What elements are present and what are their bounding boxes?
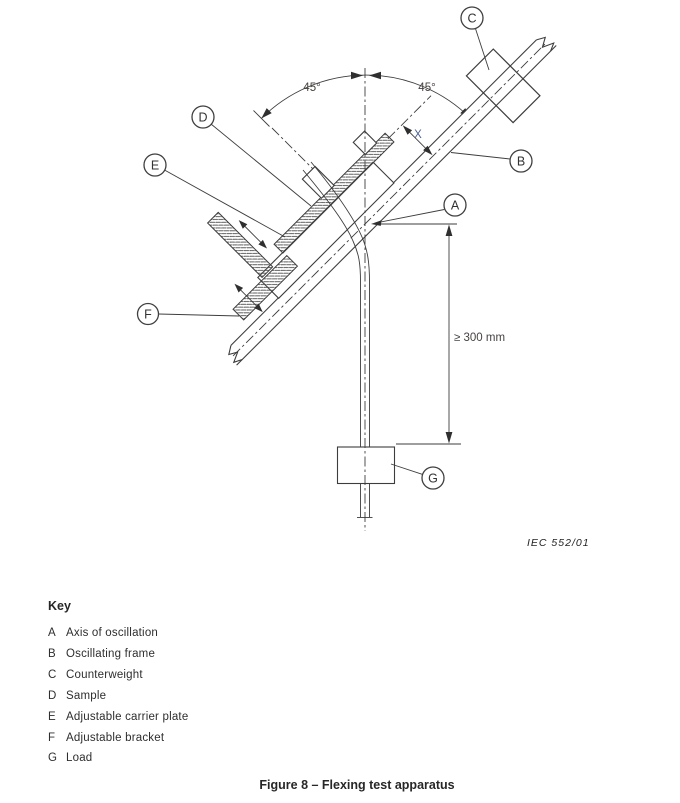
key-title: Key [48, 599, 71, 613]
key-label: Counterweight [66, 669, 143, 681]
key-label: Adjustable carrier plate [66, 711, 189, 723]
key-label: Axis of oscillation [66, 627, 159, 639]
angle-left-label: 45° [303, 82, 321, 94]
key-item-b [48, 648, 155, 663]
callout-c [461, 7, 489, 70]
key-label: Sample [66, 690, 107, 702]
svg-text:B: B [516, 154, 526, 169]
key-letter: C [48, 669, 57, 681]
key-item-a [48, 627, 158, 642]
load-box [338, 447, 395, 484]
key-letter: D [48, 690, 57, 702]
length-dimension [374, 224, 505, 444]
key-letter: F [48, 732, 56, 744]
svg-text:A: A [450, 198, 460, 213]
svg-text:G: G [428, 471, 438, 486]
angle-right-label: 45° [418, 82, 436, 94]
key-item-g [48, 752, 92, 767]
iec-credit: IEC 552/01 [527, 537, 590, 549]
svg-text:D: D [198, 110, 208, 125]
key-letter: A [48, 627, 56, 639]
callout-f [138, 304, 240, 325]
callout-g [391, 464, 444, 489]
key-item-c [48, 669, 143, 684]
svg-text:E: E [150, 158, 160, 173]
length-dimension-label: ≥ 300 mm [454, 332, 506, 344]
callout-b [451, 150, 532, 172]
figure-caption: Figure 8 – Flexing test apparatus [259, 778, 455, 792]
x-offset-label: X [414, 129, 422, 141]
key-label: Adjustable bracket [66, 732, 165, 744]
key-item-e [48, 711, 188, 726]
key-item-d [48, 690, 106, 705]
key-item-f [48, 732, 164, 747]
callout-d [192, 106, 311, 206]
svg-text:C: C [467, 11, 477, 26]
key-letter: B [48, 648, 56, 660]
key-label: Load [66, 752, 93, 764]
key-letter: G [48, 752, 58, 764]
svg-text:F: F [144, 307, 152, 322]
key-letter: E [48, 711, 56, 723]
key-label: Oscillating frame [66, 648, 156, 660]
